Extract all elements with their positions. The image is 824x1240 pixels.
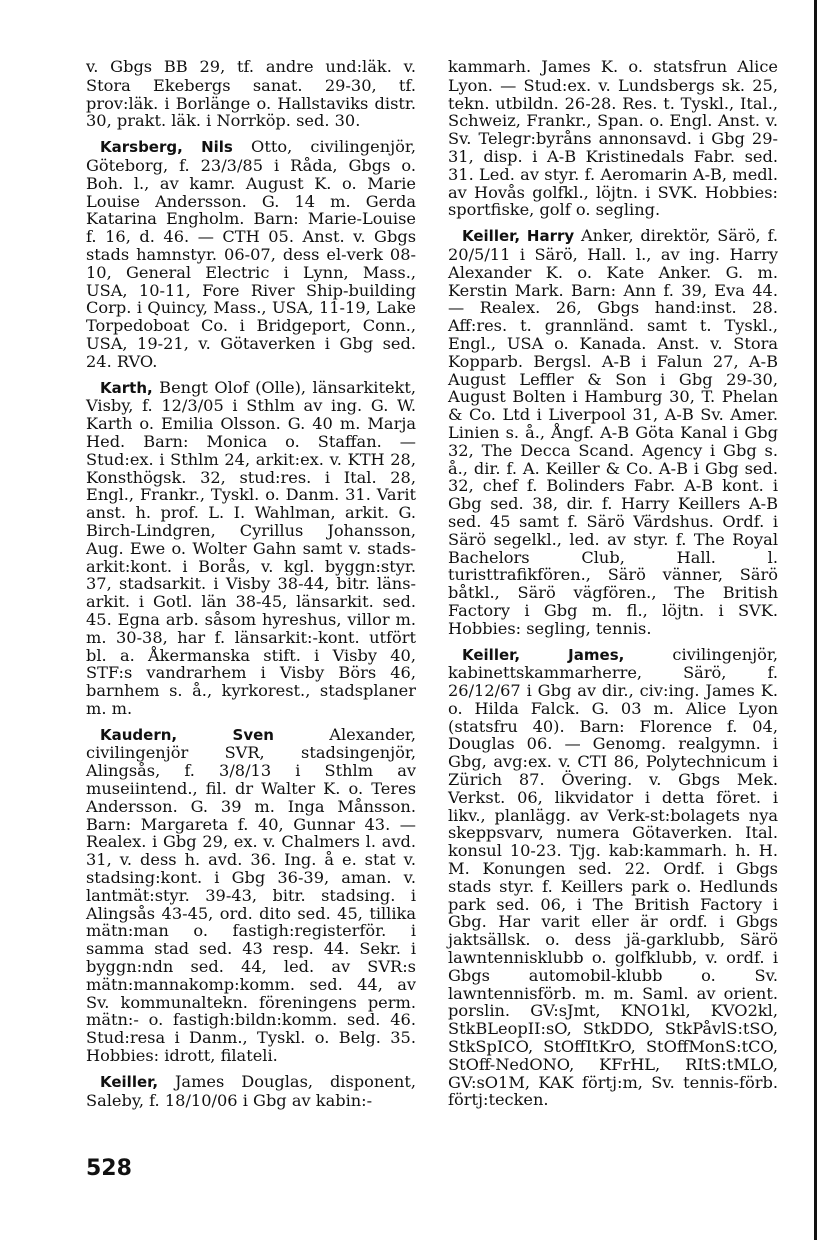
entry-karth: Karth, Bengt Olof (Olle), länsarkitekt, Visby, f. 12/3/05 i Sthlm av ing. G. W. Karth o. Emilia Olsson. G. 40 m. Marja Hed. Barn: Monica o. Staffan. — Stud:ex. i Sthlm 24, arkit:ex. v. KTH 28, Konsthögsk. 32, stud:res. i Ital. 28, Engl., Frankr., Tyskl. o. Danm. 31. Varit anst. h. prof. L. I. Wahlman, arkit. G. Birch-Lindgren, Cyrillus Johansson, Aug. Ewe o. Wolter Gahn samt v. stads-arkit:kont. i Borås, v. kgl. byggn:styr. 37, stadsarkit. i Visby 38-44, bitr. läns-arkit. i Gotl. län 38-45, länsarkit. sed. 45. Egna arb. såsom hyreshus, villor m. m. 30-38, har f. länsarkit:-kont. utfört bl. a. Åkermanska stift. i Visby 40, STF:s vandrarhem i Visby Börs 46, barnhem s. å., kyrkorest., stadsplaner m. m. bbox=[86, 377, 416, 718]
entry-kaudern: Kaudern, Sven Alexander, civilingenjör SVR, stadsingenjör, Alingsås, f. 3/8/13 i Sthlm av museiintend., fil. dr Walter K. o. Teres Andersson. G. 39 m. Inga Månsson. Barn: Margareta f. 40, Gunnar 43. — Realex. i Gbg 29, ex. v. Chalmers l. avd. 31, v. dess h. avd. 36. Ing. å e. stat v. stadsing:kont. i Gbg 36-39, aman. v. lantmät:styr. 39-43, bitr. stadsing. i Alingsås 43-45, ord. dito sed. 45, tillika mätn:man o. fastigh:registerför. i samma stad sed. 43 resp. 44. Sekr. i byggn:ndn sed. 44, led. av SVR:s mätn:mannakomp:komm. sed. 44, av Sv. kommunaltekn. föreningens perm. mätn:- o. fastigh:bildn:komm. sed. 46. Stud:resa i Danm., Tyskl. o. Belg. 35. Hobbies: idrott, filateli. bbox=[86, 724, 417, 1066]
entry-keiller-harry: Keiller, Harry Anker, direktör, Särö, f. 20/5/11 i Särö, Hall. l., av ing. Harry Alexander K. o. Kate Anker. G. m. Kerstin Mark. Barn: Ann f. 39, Eva 44. — Realex. 26, Gbgs hand:inst. 28. Aff:res. t. grannländ. samt t. Tyskl., Engl., USA o. Kanada. Anst. v. Stora Kopparb. Bergsl. A-B i Falun 27, A-B August Leffler & Son i Gbg 29-30, August Bolten i Hamburg 30, T. Phelan & Co. Ltd i Liverpool 31, A-B Sv. Amer. Linien s. å., Ångf. A-B Göta Kanal i Gbg 32, The Decca Scand. Agency i Gbg s. å., dir. f. A. Keiller & Co. A-B i Gbg sed. 32, chef f. Bolinders Fabr. A-B kont. i Gbg sed. 38, dir. f. Harry Keillers A-B sed. 45 samt f. Särö Värdshus. Ordf. i Särö segelkl., led. av styr. f. The Royal Bachelors Club, Hall. l. turisttrafikfören., Särö vänner, Särö båtkl., Särö vägfören., The British Factory i Gbg m. fl., löjtn. i SVK. Hobbies: segling, tennis. bbox=[448, 226, 778, 638]
entry-karsberg: Karsberg, Nils Otto, civilingenjör, Göteborg, f. 23/3/85 i Råda, Gbgs o. Boh. l., av kamr. August K. o. Marie Louise Andersson. G. 14 m. Gerda Katarina Engholm. Barn: Marie-Louise f. 16, d. 46. — CTH 05. Anst. v. Gbgs stads hamnstyr. 06-07, dess el-verk 08-10, General Electric i Lynn, Mass., USA, 10-11, Fore River Ship-building Corp. i Quincy, Mass., USA, 11-19, Lake Torpedoboat Co. i Bridgeport, Conn., USA, 19-21, v. Götaverken i Gbg sed. 24. RVO. bbox=[86, 137, 416, 371]
entry-keiller-james: Keiller, James, civilingenjör, kabinettskammarherre, Särö, f. 26/12/67 i Gbg av dir., civ:ing. James K. o. Hilda Falck. G. 03 m. Alice Lyon (statsfru 40). Barn: Florence f. 04, Douglas 06. — Genomg. realgymn. i Gbg, avg:ex. v. CTI 86, Polytechnicum i Zürich 87. Övering. v. Gbgs Mek. Verkst. 06, likvidator i detta föret. i likv., planlägg. av Verk-st:bolagets nya skeppsvarv, numera Götaverken. Ital. konsul 10-23. Tjg. kab:kammarh. h. H. M. Konungen sed. 22. Ordf. i Gbgs stads styr. f. Keillers park o. Hedlunds park sed. 06, i The British Factory i Gbg. Har varit eller är ordf. i Gbgs jaktsällsk. o. dess jä-garklubb, Särö lawntennisklubb o. golfklubb, v. ordf. i Gbgs automobil-klubb o. Sv. lawntennisförb. m. m. Saml. av orient. porslin. GV:sJmt, KNO1kl, KVO2kl, StkBLeopII:sO, StkDDO, StkPåvlS:tSO, StkSpICO, StOffItKrO, StOffMonS:tCO, StOff-NedONO, KFrHL, RItS:tMLO, GV:sO1M, KAK förtj:m, Sv. tennis-förb. förtj:tecken. bbox=[448, 644, 778, 1110]
entry-continuation-right: kammarh. James K. o. statsfrun Alice Lyon. — Stud:ex. v. Lundsbergs sk. 25, tekn. utbildn. 26-28. Res. t. Tyskl., Ital., Schweiz, Frankr., Span. o. Engl. Anst. v. Sv. Telegr:byråns annonsavd. i Gbg 29-31, disp. i A-B Kristinedals Fabr. sed. 31. Led. av styr. f. Aeromarin A-B, medl. av Hovås golfkl., löjtn. i SVK. Hobbies: sportfiske, golf o. segling. bbox=[448, 57, 778, 220]
entry-keiller-james-douglas: Keiller, James Douglas, disponent, Saleby, f. 18/10/06 i Gbg av kabin:- bbox=[86, 1071, 416, 1110]
left-column bbox=[86, 58, 416, 1117]
page-number: 528 bbox=[86, 1156, 132, 1181]
page-edge-line bbox=[814, 0, 817, 1240]
right-column bbox=[448, 58, 778, 1117]
entry-continuation: v. Gbgs BB 29, tf. andre und:läk. v. Stora Ekebergs sanat. 29-30, tf. prov:läk. i Borlänge o. Hallstaviks distr. 30, prakt. läk. i Norrköp. sed. 30. bbox=[86, 57, 416, 131]
